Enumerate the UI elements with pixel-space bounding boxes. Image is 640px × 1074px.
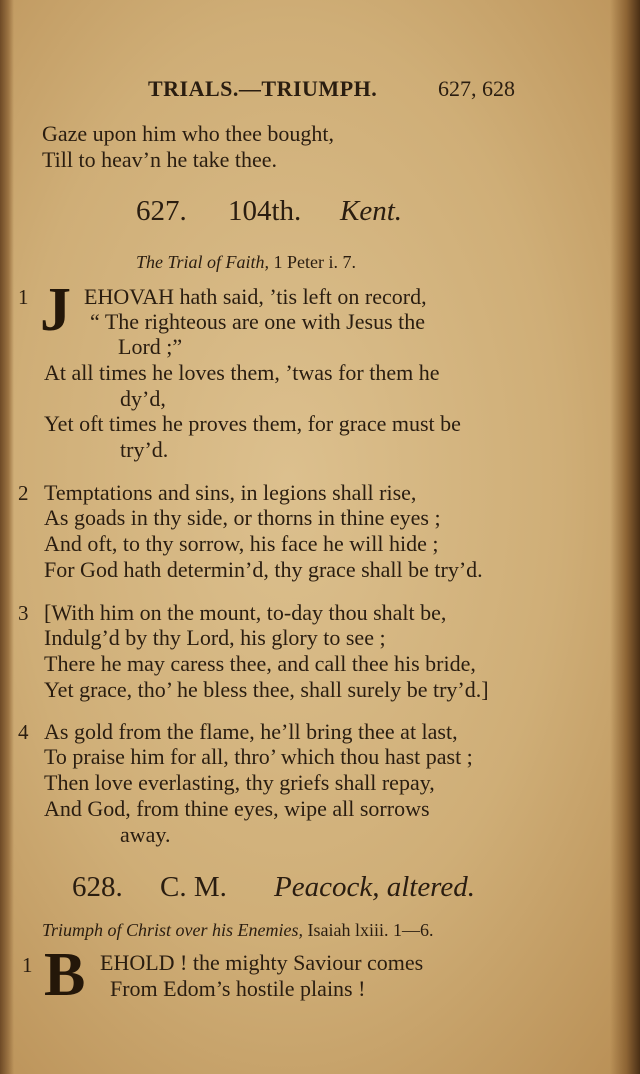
hymn-628-subtitle	[42, 917, 434, 943]
verse-number: 3	[18, 601, 29, 625]
running-head-title: TRIALS.—TRIUMPH.	[148, 76, 378, 101]
verse-line: And God, from thine eyes, wipe all sorrows	[44, 796, 430, 821]
verse-number: 2	[18, 481, 29, 505]
hymn-627-subtitle-ref: 1 Peter i. 7.	[273, 252, 357, 272]
verse-line: Lord ;”	[118, 334, 183, 359]
page-gutter-shadow	[0, 0, 14, 1074]
verse-line: Temptations and sins, in legions shall rise,	[44, 480, 417, 505]
drop-cap: J	[40, 276, 71, 344]
verse-number: 1	[22, 953, 33, 977]
verse-line: And oft, to thy sorrow, his face he will hide ;	[44, 531, 439, 556]
verse-line: “ The righteous are one with Jesus the	[90, 309, 426, 334]
verse-line: Indulg’d by thy Lord, his glory to see ;	[44, 625, 386, 650]
hymn-627-subtitle-text: The Trial of Faith,	[136, 252, 270, 272]
hymn-627-meter: 104th.	[228, 195, 302, 227]
verse-number: 1	[18, 285, 29, 309]
verse-line: EHOVAH hath said, ’tis left on record,	[84, 284, 427, 309]
verse-line: away.	[120, 822, 171, 847]
verse-number: 4	[18, 720, 29, 744]
verse-line: There he may caress thee, and call thee his bride,	[44, 651, 476, 676]
hymn-627-subtitle	[136, 249, 356, 275]
verse-line: As goads in thy side, or thorns in thine eyes ;	[44, 505, 441, 530]
verse-line: As gold from the flame, he’ll bring thee at last,	[44, 719, 458, 744]
continuation-line-1: Gaze upon him who thee bought,	[42, 121, 335, 146]
hymn-628-meter: C. M.	[160, 871, 227, 903]
continuation-line-2: Till to heav’n he take thee.	[42, 147, 278, 172]
verse-line: try’d.	[120, 437, 169, 462]
hymn-628-subtitle-ref: Isaiah lxiii. 1—6.	[307, 920, 434, 940]
verse-line: [With him on the mount, to-day thou shalt be,	[44, 600, 447, 625]
verse-line: Yet oft times he proves them, for grace must be	[44, 411, 461, 436]
hymn-628-tune: Peacock, altered.	[274, 871, 476, 903]
hymn-627-tune: Kent.	[340, 195, 403, 227]
verse-line: EHOLD ! the mighty Saviour comes	[100, 950, 424, 975]
verse-line: Then love everlasting, thy griefs shall repay,	[44, 770, 435, 795]
verse-line: From Edom’s hostile plains !	[110, 976, 366, 1001]
hymn-628-number: 628.	[72, 871, 123, 903]
verse-line: dy’d,	[120, 386, 166, 411]
running-head-page-numbers: 627, 628	[438, 76, 515, 101]
verse-line: For God hath determin’d, thy grace shall be try’d.	[44, 557, 483, 582]
verse-line: Yet grace, tho’ he bless thee, shall surely be try’d.]	[44, 677, 489, 702]
drop-cap: B	[44, 941, 86, 1009]
hymn-628-subtitle-text: Triumph of Christ over his Enemies,	[42, 920, 304, 940]
verse-line: At all times he loves them, ’twas for them he	[44, 360, 440, 385]
hymn-627-number: 627.	[136, 195, 187, 227]
page-edge-shadow	[610, 0, 640, 1074]
verse-line: To praise him for all, thro’ which thou hast past ;	[44, 744, 473, 769]
